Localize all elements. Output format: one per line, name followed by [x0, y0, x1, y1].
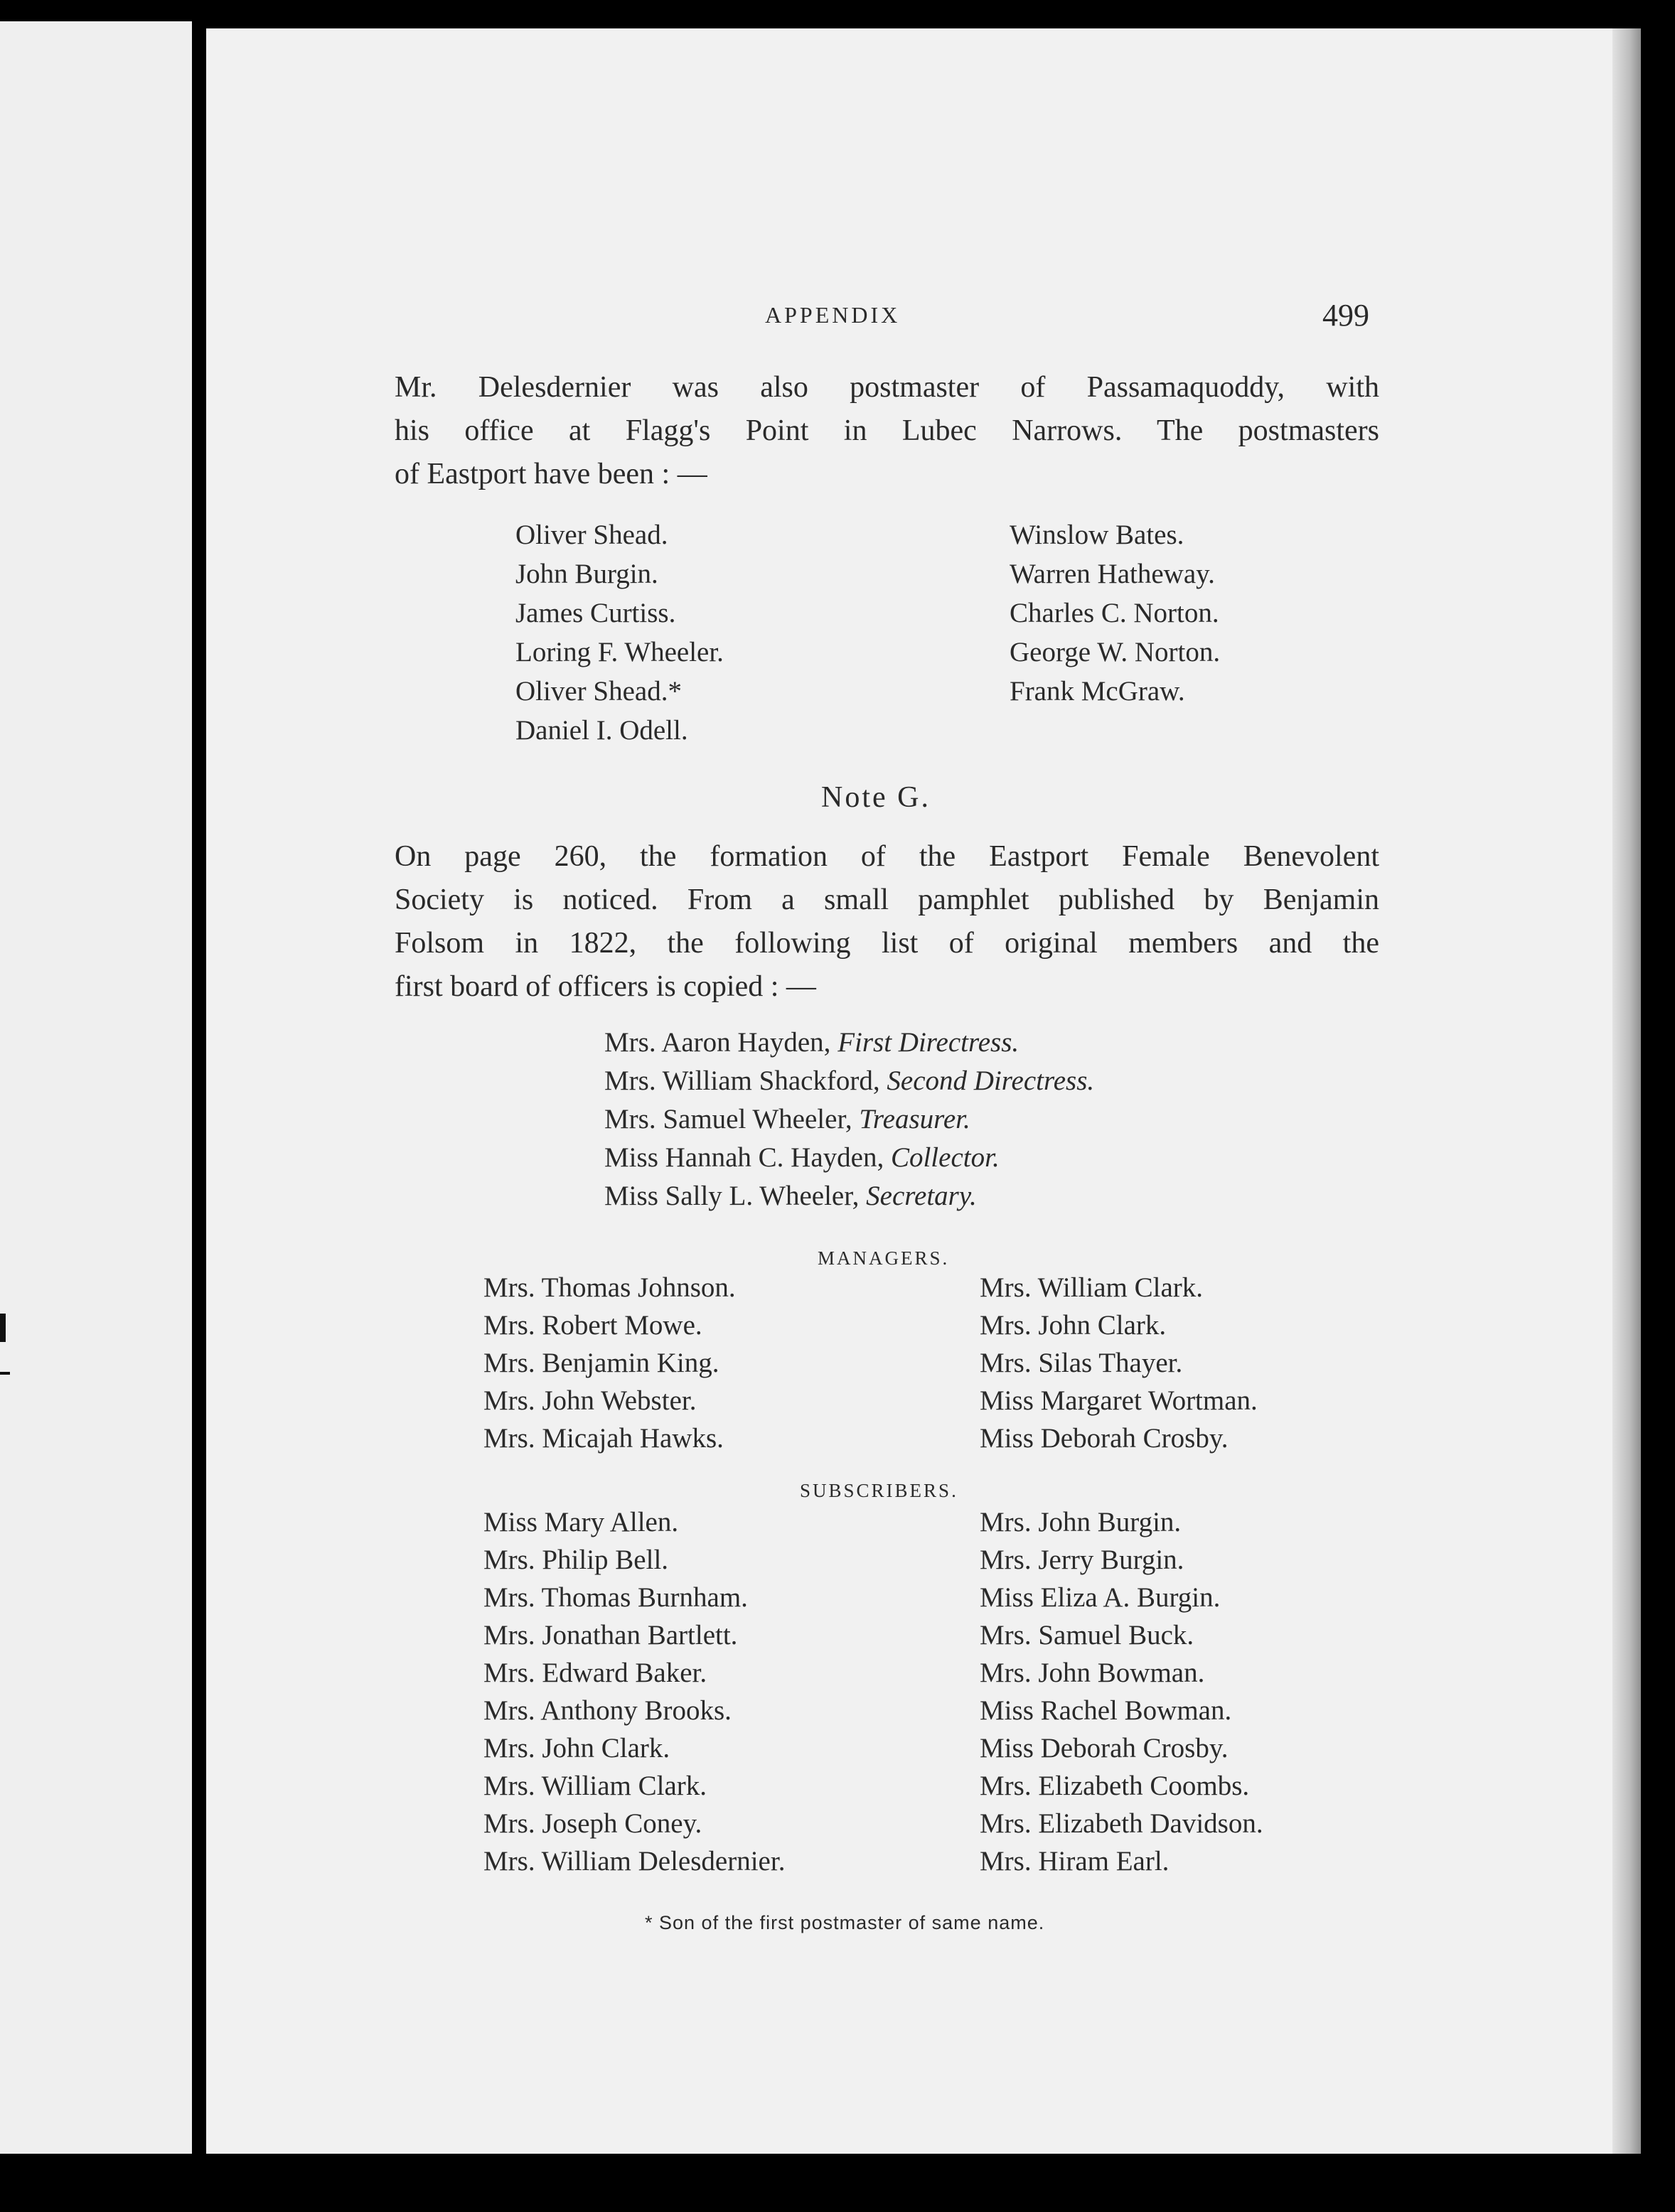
list-item: Oliver Shead. [515, 520, 668, 550]
list-item: Miss Mary Allen. [483, 1507, 679, 1537]
paragraph-line: of Eastport have been : — [395, 458, 707, 490]
officer-name: Mrs. Aaron Hayden, [604, 1027, 831, 1058]
previous-page-mark [0, 1372, 10, 1375]
officers-list [604, 1024, 1094, 1215]
list-item: Frank McGraw. [1010, 676, 1185, 707]
list-item: Mrs. Elizabeth Davidson. [980, 1808, 1263, 1839]
list-item: George W. Norton. [1010, 637, 1221, 667]
subscribers-left-column [483, 1503, 785, 1880]
officer-title: Secretary. [866, 1181, 977, 1211]
list-item: Mrs. Jerry Burgin. [980, 1545, 1184, 1575]
postmasters-left-column [515, 515, 724, 750]
list-item: Miss Rachel Bowman. [980, 1695, 1232, 1726]
paragraph-line: Folsom in 1822, the following list of original members and the [395, 927, 1379, 960]
list-item: Mrs. Samuel Buck. [980, 1620, 1194, 1650]
officer-name: Miss Hannah C. Hayden, [604, 1142, 884, 1173]
running-head: APPENDIX [765, 302, 901, 328]
note-heading: Note G. [821, 781, 931, 814]
postmasters-right-column [1010, 515, 1220, 711]
list-item: Mrs. William Clark. [483, 1771, 707, 1801]
list-item: Mrs. Thomas Burnham. [483, 1582, 748, 1613]
page-gutter-shadow [1612, 28, 1641, 2154]
list-item: Mrs. Robert Mowe. [483, 1310, 702, 1341]
list-item: Mrs. Elizabeth Coombs. [980, 1771, 1250, 1801]
list-item: Miss Deborah Crosby. [980, 1423, 1229, 1454]
list-item: Miss Deborah Crosby. [980, 1733, 1229, 1763]
previous-page-edge [0, 21, 192, 2154]
list-item: Mrs. John Clark. [483, 1733, 670, 1763]
list-item: Mrs. Philip Bell. [483, 1545, 669, 1575]
officer-entry [604, 1100, 1094, 1139]
officer-title: Treasurer. [859, 1104, 970, 1134]
list-item: Mrs. Joseph Coney. [483, 1808, 702, 1839]
officer-title: Second Directress. [887, 1065, 1095, 1096]
list-item: Mrs. Jonathan Bartlett. [483, 1620, 738, 1650]
list-item: Mrs. John Clark. [980, 1310, 1167, 1341]
managers-right-column [980, 1269, 1258, 1457]
subscribers-right-column [980, 1503, 1263, 1880]
list-item: Mrs. Benjamin King. [483, 1348, 719, 1378]
list-item: Mrs. Hiram Earl. [980, 1846, 1170, 1877]
list-item: James Curtiss. [515, 598, 676, 628]
subscribers-heading: SUBSCRIBERS. [800, 1480, 958, 1501]
list-item: Oliver Shead.* [515, 676, 682, 707]
list-item: Mrs. Anthony Brooks. [483, 1695, 732, 1726]
list-item: Mrs. John Webster. [483, 1385, 697, 1416]
paragraph-line: On page 260, the formation of the Eastport Female Benevolent [395, 840, 1379, 873]
paragraph-line: Mr. Delesdernier was also postmaster of Passamaquoddy, with [395, 371, 1379, 404]
list-item: Charles C. Norton. [1010, 598, 1219, 628]
list-item: John Burgin. [515, 559, 658, 589]
paragraph-line: first board of officers is copied : — [395, 970, 816, 1003]
note-paragraph [395, 835, 1379, 1009]
list-item: Mrs. Silas Thayer. [980, 1348, 1183, 1378]
officer-entry [604, 1062, 1094, 1100]
list-item: Mrs. Edward Baker. [483, 1658, 707, 1688]
list-item: Miss Eliza A. Burgin. [980, 1582, 1221, 1613]
officer-name: Mrs. Samuel Wheeler, [604, 1104, 852, 1134]
officer-title: Collector. [890, 1142, 1000, 1173]
officer-title: First Directress. [838, 1027, 1020, 1058]
page-number: 499 [1322, 298, 1369, 333]
paragraph-line: Society is noticed. From a small pamphlet published by Benjamin [395, 884, 1379, 916]
list-item: Winslow Bates. [1010, 520, 1184, 550]
list-item: Mrs. John Bowman. [980, 1658, 1205, 1688]
list-item: Mrs. John Burgin. [980, 1507, 1182, 1537]
officer-name: Mrs. William Shackford, [604, 1065, 880, 1096]
managers-heading: MANAGERS. [818, 1247, 950, 1269]
list-item: Daniel I. Odell. [515, 715, 688, 746]
previous-page-mark [0, 1314, 6, 1342]
officer-name: Miss Sally L. Wheeler, [604, 1181, 860, 1211]
officer-entry [604, 1177, 1094, 1215]
list-item: Warren Hatheway. [1010, 559, 1215, 589]
list-item: Mrs. Thomas Johnson. [483, 1272, 736, 1303]
list-item: Mrs. William Clark. [980, 1272, 1204, 1303]
list-item: Mrs. William Delesdernier. [483, 1846, 786, 1877]
managers-left-column [483, 1269, 736, 1457]
officer-entry [604, 1139, 1094, 1177]
list-item: Loring F. Wheeler. [515, 637, 724, 667]
list-item: Mrs. Micajah Hawks. [483, 1423, 724, 1454]
list-item: Miss Margaret Wortman. [980, 1385, 1258, 1416]
officer-entry [604, 1024, 1094, 1062]
paragraph-line: his office at Flagg's Point in Lubec Narrows. The postmasters [395, 414, 1379, 447]
footnote: * Son of the first postmaster of same name. [645, 1912, 1045, 1933]
intro-paragraph [395, 366, 1379, 496]
